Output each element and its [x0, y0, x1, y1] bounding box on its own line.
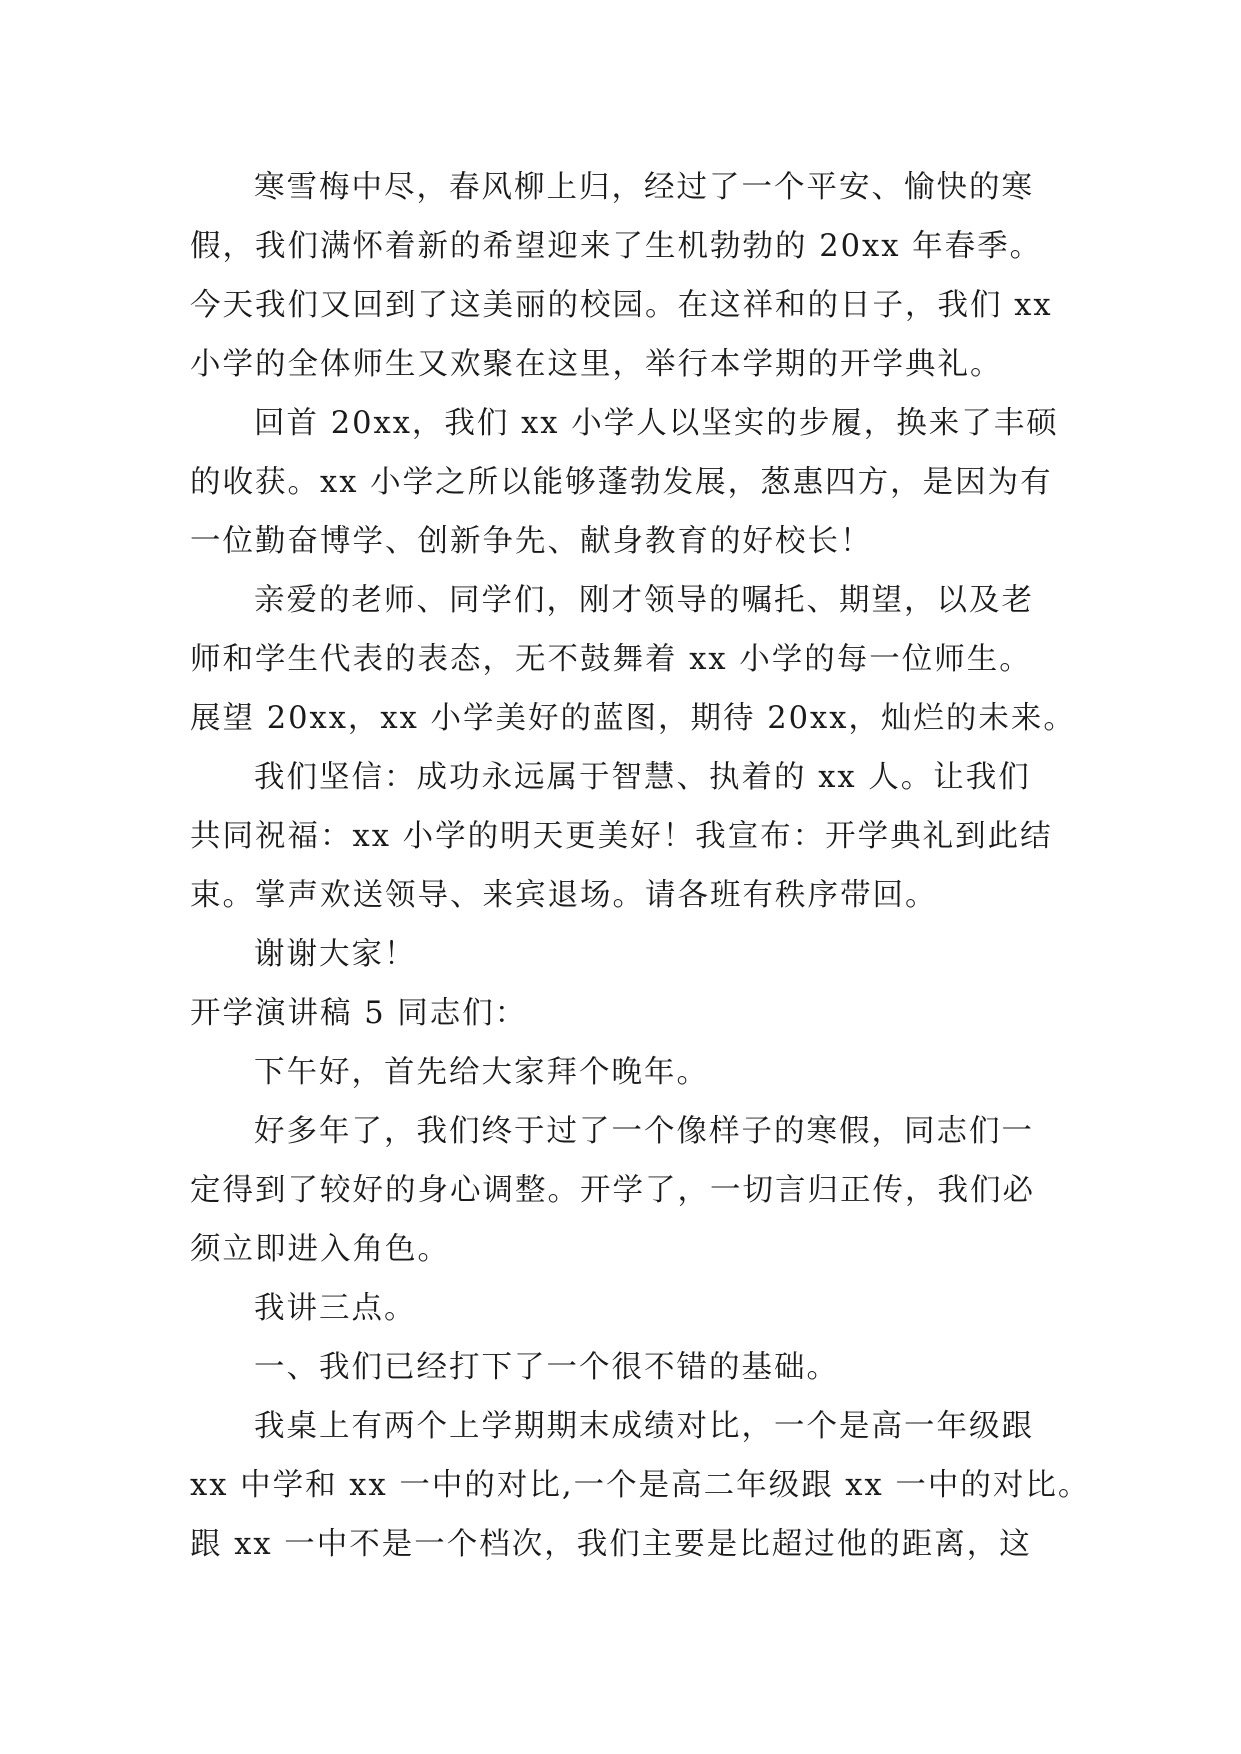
text-line: 跟 xx 一中不是一个档次，我们主要是比超过他的距离，这: [190, 1527, 1032, 1562]
text-line: 展望 20xx，xx 小学美好的蓝图，期待 20xx，灿烂的未来。: [190, 701, 1076, 736]
text-line: 下午好，首先给大家拜个晚年。: [254, 1055, 709, 1090]
text-line: 我讲三点。: [254, 1291, 417, 1326]
text-line: 师和学生代表的表态，无不鼓舞着 xx 小学的每一位师生。: [190, 642, 1032, 677]
text-line: 寒雪梅中尽，春风柳上归，经过了一个平安、愉快的寒: [254, 170, 1034, 205]
text-line: 小学的全体师生又欢聚在这里，举行本学期的开学典礼。: [190, 347, 1003, 382]
text-line: 我们坚信：成功永远属于智慧、执着的 xx 人。让我们: [254, 760, 1031, 795]
text-line: 定得到了较好的身心调整。开学了，一切言归正传，我们必: [190, 1173, 1035, 1208]
document-body: [190, 158, 1091, 1574]
text-line: xx 中学和 xx 一中的对比,一个是高二年级跟 xx 一中的对比。: [190, 1468, 1091, 1503]
text-line: 一位勤奋博学、创新争先、献身教育的好校长！: [190, 524, 873, 559]
text-line: 回首 20xx，我们 xx 小学人以坚实的步履，换来了丰硕: [254, 406, 1059, 441]
text-line: 一、我们已经打下了一个很不错的基础。: [254, 1350, 839, 1385]
text-line: 的收获。xx 小学之所以能够蓬勃发展，葱惠四方，是因为有: [190, 465, 1053, 500]
text-line: 假，我们满怀着新的希望迎来了生机勃勃的 20xx 年春季。: [190, 229, 1043, 264]
text-line: 谢谢大家！: [254, 937, 417, 972]
text-line: 好多年了，我们终于过了一个像样子的寒假，同志们一: [254, 1114, 1034, 1149]
text-line: 今天我们又回到了这美丽的校园。在这祥和的日子，我们 xx: [190, 288, 1053, 323]
text-line: 须立即进入角色。: [190, 1232, 450, 1267]
text-line: 束。掌声欢送领导、来宾退场。请各班有秩序带回。: [190, 878, 938, 913]
text-line: 共同祝福：xx 小学的明天更美好！我宣布：开学典礼到此结: [190, 819, 1053, 854]
section-heading: 开学演讲稿 5 同志们：: [190, 996, 528, 1031]
text-line: 亲爱的老师、同学们，刚才领导的嘱托、期望，以及老: [254, 583, 1034, 618]
text-line: 我桌上有两个上学期期末成绩对比，一个是高一年级跟: [254, 1409, 1034, 1444]
